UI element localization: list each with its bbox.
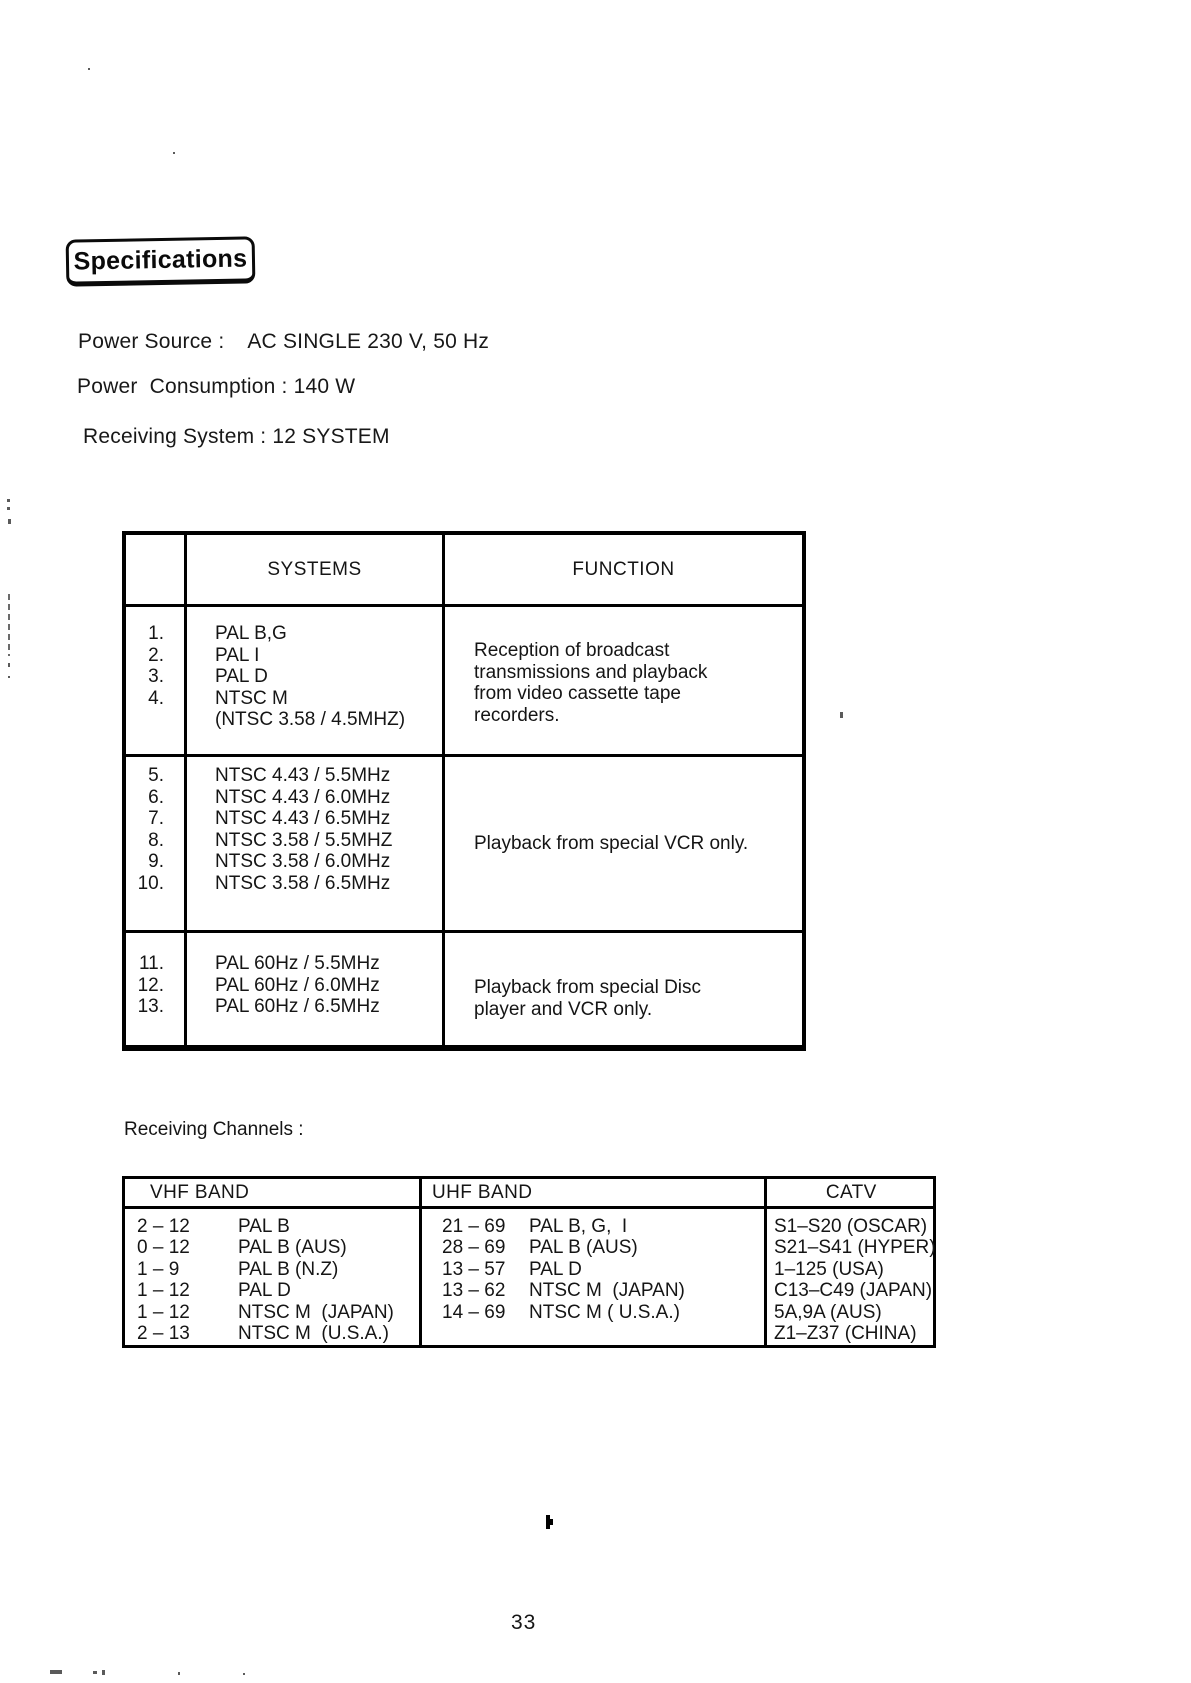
row-number: 4. (148, 687, 164, 709)
row-number: 7. (148, 808, 164, 829)
system-name: NTSC 3.58 / 6.0MHz (215, 851, 391, 872)
channel-row (422, 1237, 764, 1258)
row-number: 12. (137, 974, 164, 996)
systems-column-header: SYSTEMS (187, 535, 445, 607)
catv-column (767, 1179, 936, 1345)
system-name: PAL I (215, 644, 260, 666)
function-text: Reception of broadcast (474, 640, 670, 661)
system-name: PAL 60Hz / 5.5MHz (215, 953, 380, 974)
function-text: Playback from special VCR only. (474, 832, 749, 854)
channel-system: NTSC M (JAPAN) (529, 1280, 685, 1302)
system-name: PAL 60Hz / 6.0MHz (215, 974, 380, 996)
vhf-band-column (125, 1179, 422, 1345)
channel-range: 2 – 12 (137, 1216, 190, 1237)
function-text: player and VCR only. (474, 998, 653, 1020)
scan-artifact (243, 1673, 245, 1675)
scan-artifact (173, 152, 175, 154)
channel-row: 1–125 (USA) (774, 1258, 884, 1280)
system-name: NTSC 4.43 / 5.5MHz (215, 765, 391, 786)
row-number: 9. (148, 851, 164, 872)
row-number: 6. (148, 786, 164, 808)
channel-row: 5A,9A (AUS) (774, 1301, 882, 1323)
scan-artifact (8, 676, 10, 678)
catv-body (767, 1209, 936, 1344)
channel-row: S1–S20 (OSCAR) (774, 1216, 928, 1237)
scan-artifact (8, 594, 10, 656)
scan-artifact (8, 663, 10, 667)
scan-artifact (7, 499, 10, 502)
systems-function-table (122, 531, 806, 1051)
channel-system: PAL B (AUS) (529, 1237, 638, 1259)
scan-artifact (50, 1670, 62, 1674)
function-column-header: FUNCTION (445, 535, 802, 607)
channel-row (422, 1259, 764, 1280)
specifications-title-badge (66, 236, 256, 286)
table-row2-numbers (126, 757, 187, 933)
scan-artifact (88, 68, 90, 70)
function-text: transmissions and playback (474, 661, 708, 683)
uhf-band-header: UHF BAND (422, 1179, 764, 1209)
channel-row (125, 1323, 419, 1344)
scan-artifact (178, 1672, 180, 1675)
channel-row (125, 1216, 419, 1237)
row-number: 3. (148, 666, 164, 687)
channel-row (125, 1259, 419, 1280)
row-number: 5. (148, 765, 164, 786)
channel-row (422, 1216, 764, 1237)
channel-range: 0 – 12 (137, 1237, 190, 1259)
system-name: NTSC 3.58 / 6.5MHz (215, 872, 391, 894)
function-text: Playback from special Disc (474, 977, 702, 998)
channel-range: 28 – 69 (442, 1237, 506, 1259)
channel-system: PAL D (529, 1258, 582, 1280)
row-number: 2. (148, 644, 164, 666)
uhf-band-column (422, 1179, 767, 1345)
row-number: 11. (138, 953, 164, 974)
channel-system: NTSC M (U.S.A.) (238, 1323, 389, 1345)
channel-system: NTSC M (JAPAN) (238, 1301, 394, 1323)
table-row2-function (445, 757, 802, 933)
scan-artifact (7, 507, 10, 510)
row-number: 8. (148, 829, 164, 851)
vhf-band-body (125, 1209, 419, 1344)
scan-artifact (102, 1670, 105, 1675)
scan-artifact (93, 1671, 97, 1674)
systems-table-corner-cell (126, 535, 187, 607)
system-name: PAL 60Hz / 6.5MHz (215, 996, 380, 1017)
page-title: Specifications (73, 244, 248, 276)
channel-range: 1 – 12 (137, 1301, 190, 1323)
channel-system: PAL B (AUS) (238, 1237, 347, 1259)
channel-row (125, 1302, 419, 1323)
function-text: recorders. (474, 704, 560, 726)
catv-header: CATV (767, 1179, 936, 1209)
table-row3-function (445, 933, 802, 1045)
channel-system: PAL B (N.Z) (238, 1258, 339, 1280)
channel-range: 14 – 69 (442, 1301, 506, 1323)
row-number: 1. (148, 623, 164, 644)
channel-system: NTSC M ( U.S.A.) (529, 1301, 680, 1323)
row-number: 10. (137, 872, 164, 894)
vhf-band-header: VHF BAND (125, 1179, 419, 1209)
receiving-channels-table (122, 1176, 936, 1348)
function-text: from video cassette tape (474, 683, 681, 704)
table-row1-function (445, 607, 802, 757)
system-name: PAL B,G (215, 623, 287, 644)
scan-artifact (546, 1515, 550, 1529)
channel-range: 1 – 12 (137, 1280, 190, 1302)
page-number: 33 (511, 1611, 537, 1634)
channel-system: PAL D (238, 1280, 291, 1302)
channel-range: 1 – 9 (137, 1258, 180, 1280)
channel-system: PAL B (238, 1216, 290, 1237)
power-source-line: Power Source : AC SINGLE 230 V, 50 Hz (78, 330, 490, 353)
table-row1-systems (187, 607, 445, 757)
system-name: PAL D (215, 666, 268, 687)
channel-row: C13–C49 (JAPAN) (774, 1280, 933, 1302)
channel-row (422, 1302, 764, 1323)
table-row2-systems (187, 757, 445, 933)
system-name: (NTSC 3.58 / 4.5MHZ) (215, 709, 406, 730)
receiving-channels-label: Receiving Channels : (124, 1119, 304, 1140)
table-row1-numbers (126, 607, 187, 757)
scan-artifact (8, 519, 11, 524)
channel-row: S21–S41 (HYPER) (774, 1237, 936, 1259)
uhf-band-body (422, 1209, 764, 1323)
channel-row (422, 1280, 764, 1301)
receiving-system-line: Receiving System : 12 SYSTEM (83, 425, 390, 448)
scan-artifact (840, 712, 843, 718)
system-name: NTSC 4.43 / 6.0MHz (215, 786, 391, 808)
system-name: NTSC M (215, 687, 288, 709)
table-row3-systems (187, 933, 445, 1045)
power-consumption-line: Power Consumption : 140 W (77, 375, 356, 398)
channel-system: PAL B, G, I (529, 1216, 628, 1237)
channel-range: 2 – 13 (137, 1323, 190, 1345)
system-name: NTSC 4.43 / 6.5MHz (215, 808, 391, 829)
channel-range: 13 – 57 (442, 1258, 506, 1280)
channel-range: 21 – 69 (442, 1216, 506, 1237)
row-number: 13. (137, 996, 164, 1017)
table-row3-numbers (126, 933, 187, 1045)
channel-row: Z1–Z37 (CHINA) (774, 1323, 917, 1345)
channel-row (125, 1280, 419, 1301)
channel-range: 13 – 62 (442, 1280, 506, 1302)
system-name: NTSC 3.58 / 5.5MHZ (215, 829, 393, 851)
channel-row (125, 1237, 419, 1258)
